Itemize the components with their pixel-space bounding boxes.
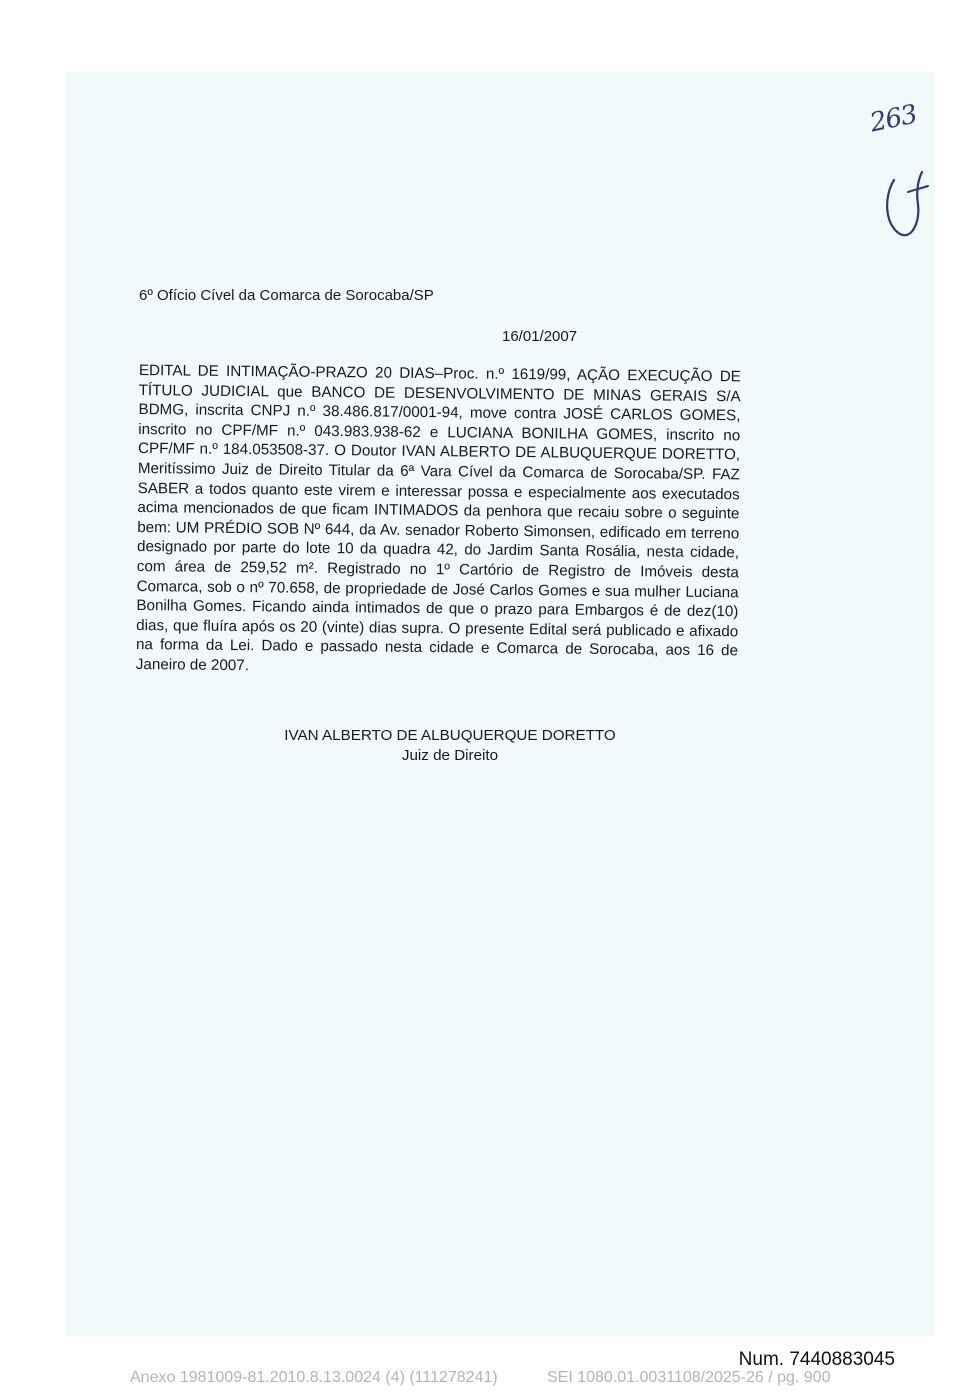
footer-sei-reference: SEI 1080.01.0031108/2025-26 / pg. 900: [547, 1369, 831, 1386]
document-number: Num. 7440883045: [738, 1349, 895, 1370]
handwritten-page-number: 263: [867, 99, 920, 139]
edict-body-text: EDITAL DE INTIMAÇÃO-PRAZO 20 DIAS–Proc. n.º 1619/99, AÇÃO EXECUÇÃO DE TÍTULO JUDICIAL que BANCO DE DESENVOLVIMENTO DE MINAS GERAIS S/A BDMG, inscrita CNPJ n.º 38.486.817/0001-94, move contra JOSÉ CARLOS GOMES, inscrito no CPF/MF n.º 043.983.938-62 e LUCIANA BONILHA GOMES, inscrito no CPF/MF n.º 184.053508-37. O Doutor IVAN ALBERTO DE ALBUQUERQUE DORETTO, Meritíssimo Juiz de Direito Titular da 6ª Vara Cível da Comarca de Sorocaba/SP. FAZ SABER a todos quanto este virem e interessar possa e especialmente aos executados acima mencionados de que ficam INTIMADOS da penhora que recaiu sobre o seguinte bem: UM PRÉDIO SOB Nº 644, da Av. senador Roberto Simonsen, edificado em terreno designado por parte do lote 10 da quadra 42, do Jardim Santa Rosália, nesta cidade, com área de 259,52 m². Registrado no 1º Cartório de Registro de Imóveis desta Comarca, sob o nº 70.658, de propriedade de José Carlos Gomes e sua mulher Luciana Bonilha Gomes. Ficando ainda intimados de que o prazo para Embargos é de dez(10) dias, que fluíra após os 20 (vinte) dias supra. O presente Edital será publicado e afixado na forma da Lei. Dado e passado nesta cidade e Comarca de Sorocaba, aos 16 de Janeiro de 2007.: [135, 361, 741, 675]
footer-annex-reference: Anexo 1981009-81.2010.8.13.0024 (4) (111278241): [130, 1369, 498, 1386]
handwritten-initials-icon: [880, 166, 930, 242]
office-header: 6º Ofício Cível da Comarca de Sorocaba/SP: [139, 287, 434, 304]
signature-name: IVAN ALBERTO DE ALBUQUERQUE DORETTO: [284, 727, 616, 744]
signature-title: Juiz de Direito: [401, 747, 499, 764]
scanned-page: [65, 72, 935, 1336]
document-date: 16/01/2007: [502, 328, 578, 345]
